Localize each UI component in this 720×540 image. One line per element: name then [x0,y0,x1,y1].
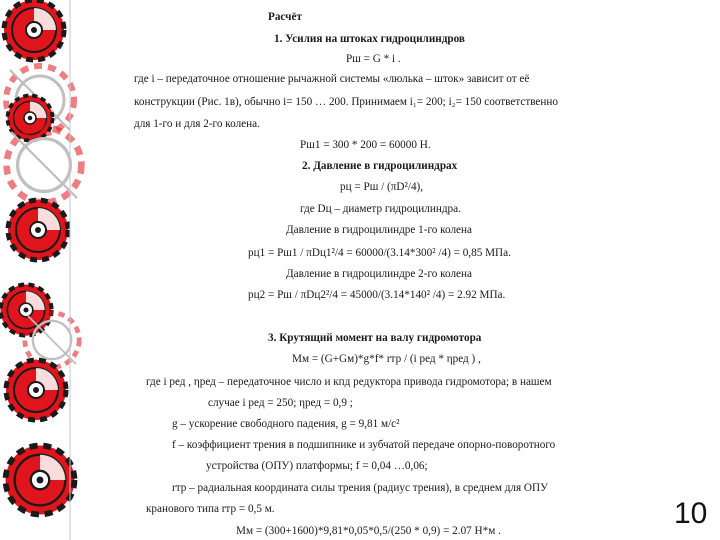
section-3-formula: Mм = (G+Gм)*g*f* rтр / (i ред * ηред ) , [292,353,481,365]
section-2-formula: pц = Pш / (πD²/4), [340,181,424,193]
gear-icon [0,285,51,336]
section-3-where: кранового типа rтр = 0,5 м. [146,503,275,515]
section-3-where: где i ред , ηред – передаточное число и кпд редуктора привода гидромотора; в нашем [146,376,552,388]
section-1-text: где i – передаточное отношение рычажной системы «люлька – шток» зависит от её [134,73,530,85]
section-1-text: для 1-го и для 2-го колена. [134,118,260,130]
section-2-subtitle: Давление в гидроцилиндре 2-го колена [286,268,472,280]
section-3-where: f – коэффициент трения в подшипнике и зубчатой передаче опорно-поворотного [172,439,556,451]
section-1-calculation: Pш1 = 300 * 200 = 60000 Н. [300,139,431,151]
section-3-where: случае i ред = 250; ηред = 0,9 ; [208,397,353,409]
section-3-calculation: Mм = (300+1600)*9,81*0,05*0,5/(250 * 0,9) = 2.07 Н*м . [236,525,501,537]
section-3-title: 3. Крутящий момент на валу гидромотора [268,332,482,344]
section-2-calculation: pц2 = Pш / πDц2²/4 = 45000/(3.14*140² /4) = 2.92 МПа. [248,289,506,301]
gear-icon [8,200,68,260]
slide-number: 10 [674,497,708,530]
section-1-title: 1. Усилия на штоках гидроцилиндров [274,33,465,45]
section-2-subtitle: Давление в гидроцилиндре 1-го колена [286,224,472,236]
section-2-where: где Dц – диаметр гидроцилиндра. [300,203,461,215]
section-3-where: g – ускорение свободного падения, g = 9,81 м/с² [172,418,400,430]
section-1-text: конструкции (Рис. 1в), обычно i= 150 … 200. Принимаем i₁= 200; i₂= 150 соответственно [134,96,558,108]
heading: Расчёт [268,11,302,23]
gear-icon [6,446,75,515]
section-3-where: устройства (ОПУ) платформы; f = 0,04 …0,06; [206,460,428,472]
section-2-calculation: pц1 = Pш1 / πDц1²/4 = 60000/(3.14*300² /4) = 0,85 МПа. [248,247,511,259]
decorative-gear-sidebar [0,0,92,540]
section-3-where: rтр – радиальная координата силы трения (радиус трения), в среднем для ОПУ [172,482,549,494]
section-1-formula: Pш = G * i . [346,53,401,65]
section-2-title: 2. Давление в гидроцилиндрах [302,160,458,172]
gear-icon [6,360,66,420]
gear-icon [4,0,64,60]
